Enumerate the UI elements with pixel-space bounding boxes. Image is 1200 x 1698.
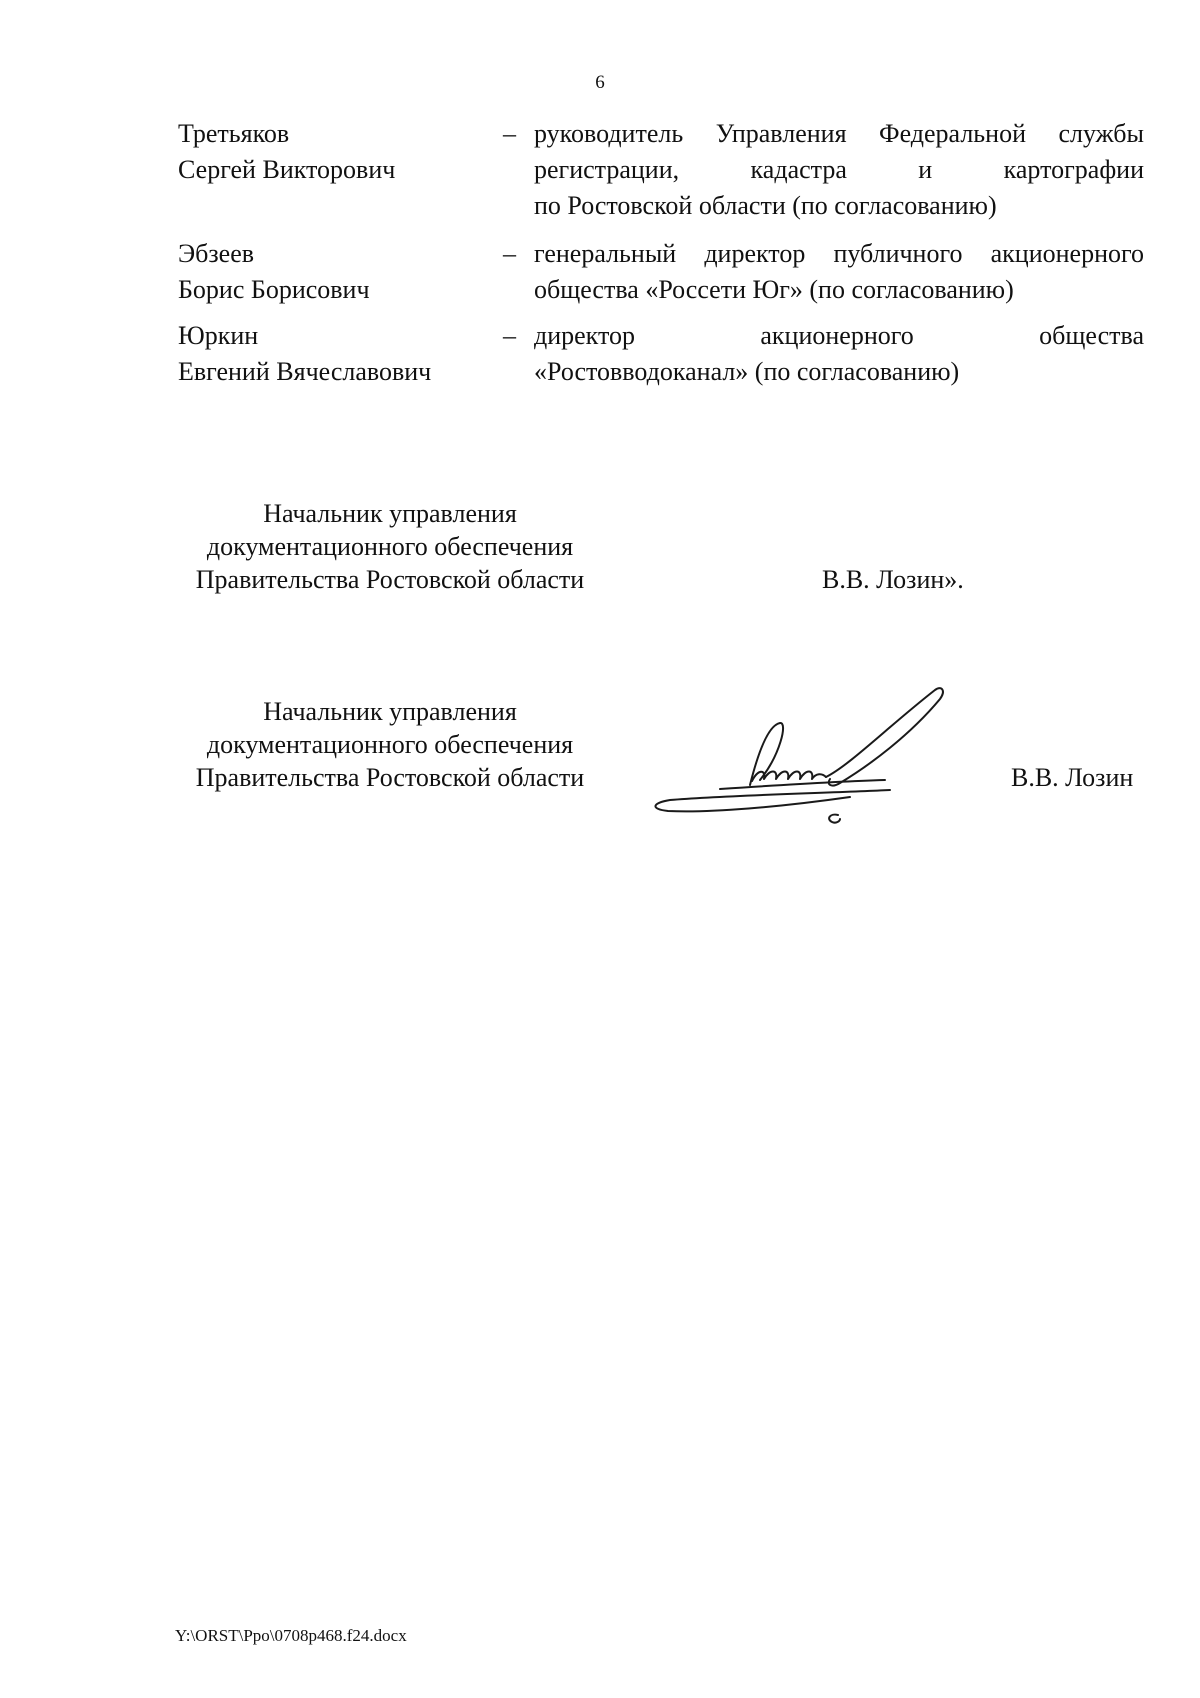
footer-file-path: Y:\ORST\Ppo\0708p468.f24.docx bbox=[175, 1626, 407, 1645]
signoff-title-line: Правительства Ростовской области bbox=[195, 763, 585, 792]
member-dash: – bbox=[503, 119, 516, 148]
member-given-names: Евгений Вячеславович bbox=[178, 357, 432, 386]
member-description bbox=[534, 236, 1144, 308]
member-name bbox=[178, 318, 498, 390]
member-name bbox=[178, 236, 498, 308]
member-given-names: Борис Борисович bbox=[178, 275, 370, 304]
member-description-line: «Ростовводоканал» (по согласованию) bbox=[534, 357, 960, 386]
member-surname: Эбзеев bbox=[178, 239, 255, 268]
member-description-line: регистрации, кадастра и картографии bbox=[534, 155, 1144, 184]
member-name bbox=[178, 116, 498, 188]
signed-signoff-title bbox=[170, 695, 610, 794]
member-description-line: генеральный директор публичного акционерного bbox=[534, 239, 1144, 268]
member-description-line: общества «Россети Юг» (по согласованию) bbox=[534, 275, 1014, 304]
signoff-title-line: Начальник управления bbox=[263, 697, 517, 726]
member-surname: Третьяков bbox=[178, 119, 290, 148]
quoted-signoff-title bbox=[170, 497, 610, 596]
member-surname: Юркин bbox=[178, 321, 259, 350]
member-description-line: директор акционерного общества bbox=[534, 321, 1144, 350]
handwritten-signature bbox=[650, 685, 990, 835]
signoff-title-line: Начальник управления bbox=[263, 499, 517, 528]
member-dash: – bbox=[503, 239, 516, 268]
page-number: 6 bbox=[595, 72, 605, 93]
member-description-line: по Ростовской области (по согласованию) bbox=[534, 191, 997, 220]
quoted-signoff-name: В.В. Лозин». bbox=[822, 565, 964, 594]
member-description-line: руководитель Управления Федеральной службы bbox=[534, 119, 1144, 148]
member-dash: – bbox=[503, 321, 516, 350]
member-description bbox=[534, 116, 1144, 224]
member-given-names: Сергей Викторович bbox=[178, 155, 396, 184]
signoff-title-line: документационного обеспечения bbox=[206, 532, 574, 561]
member-description bbox=[534, 318, 1144, 390]
signed-signoff-name: В.В. Лозин bbox=[1011, 763, 1134, 792]
signoff-title-line: документационного обеспечения bbox=[206, 730, 574, 759]
signoff-title-line: Правительства Ростовской области bbox=[195, 565, 585, 594]
